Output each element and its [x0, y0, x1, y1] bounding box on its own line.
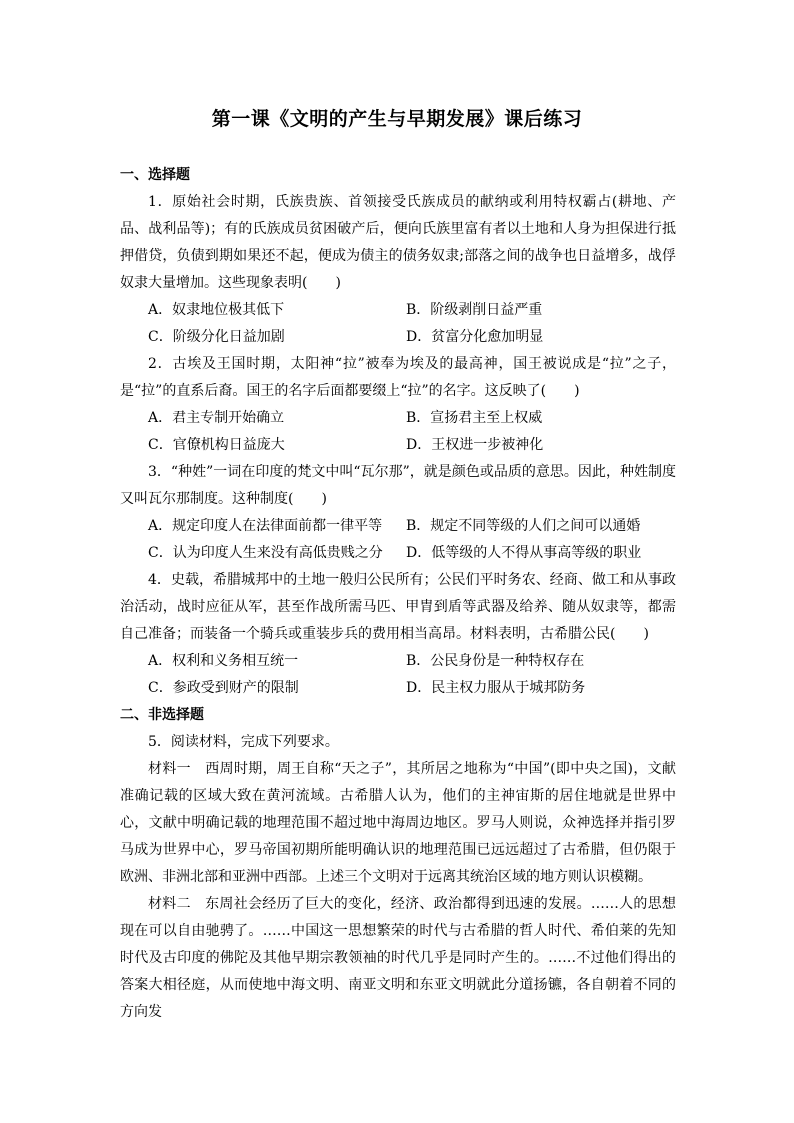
- question-4-options: [120, 648, 676, 702]
- material-2: 材料二 东周社会经历了巨大的变化，经济、政治都得到迅速的发展。……人的思想现在可以自由驰骋了。……中国这一思想繁荣的时代与古希腊的哲人时代、希伯莱的先知时代及古印度的佛陀及其他早期宗教领袖的时代几乎是同时产生的。……不过他们得出的答案大相径庭，从而使地中海文明、南亚文明和东亚文明就此分道扬镳，各自朝着不同的方向发: [120, 896, 676, 1020]
- option-d: D．王权进一步被神化: [406, 437, 544, 453]
- option-d: D．贫富分化愈加明显: [406, 329, 544, 345]
- section-heading-non-choice: 二、非选择题: [120, 707, 204, 723]
- option-b: B．规定不同等级的人们之间可以通婚: [406, 518, 641, 534]
- question-3-options: [120, 513, 676, 567]
- material-1: 材料一 西周时期，周王自称“天之子”，其所居之地称为“中国”(即中央之国)，文献准确记载的区域大致在黄河流域。古希腊人认为，他们的主神宙斯的居住地就是世界中心，文献中明确记载的地理范围不超过地中海周边地区。罗马人则说，众神选择并指引罗马成为世界中心，罗马帝国初期所能明确认识的地理范围已远远超过了古希腊，但仍限于欧洲、非洲北部和亚洲中西部。上述三个文明对于远离其统治区域的地方则认识模糊。: [120, 761, 676, 885]
- section-heading-choice: 一、选择题: [120, 167, 190, 183]
- option-d: D．低等级的人不得从事高等级的职业: [406, 545, 642, 561]
- option-a: A．君主专制开始确立: [148, 410, 285, 426]
- option-c: C．阶级分化日益加剧: [148, 329, 285, 345]
- question-5-stem: 5．阅读材料，完成下列要求。: [148, 734, 339, 750]
- question-2-stem: 2．古埃及王国时期，太阳神“拉”被奉为埃及的最高神，国王被说成是“拉”之子，是“拉”的直系后裔。国王的名字后面都要缀上“拉”的名字。这反映了( ): [120, 356, 676, 399]
- option-d: D．民主权力服从于城邦防务: [406, 680, 586, 696]
- option-a: A．规定印度人在法律面前都一律平等: [148, 518, 383, 534]
- question-2-options: [120, 405, 676, 459]
- question-3-stem: 3．“种姓”一词在印度的梵文中叫“瓦尔那”，就是颜色或品质的意思。因此，种姓制度又叫瓦尔那制度。这种制度( ): [120, 464, 676, 507]
- question-1-stem: 1．原始社会时期，氏族贵族、首领接受氏族成员的献纳或利用特权霸占(耕地、产品、战利品等)；有的氏族成员贫困破产后，便向氏族里富有者以土地和人身为担保进行抵押借贷，负债到期如果还不起，便成为债主的债务奴隶;部落之间的战争也日益增多，战俘奴隶大量增加。这些现象表明( ): [120, 194, 676, 291]
- document-body: [120, 162, 676, 1026]
- option-b: B．公民身份是一种特权存在: [406, 653, 585, 669]
- option-c: C．官僚机构日益庞大: [148, 437, 285, 453]
- option-b: B．宣扬君主至上权威: [406, 410, 543, 426]
- option-a: A．权利和义务相互统一: [148, 653, 299, 669]
- question-1-options: [120, 297, 676, 351]
- option-b: B．阶级剥削日益严重: [406, 302, 543, 318]
- option-c: C．参政受到财产的限制: [148, 680, 299, 696]
- page-title: 第一课《文明的产生与早期发展》课后练习: [211, 108, 583, 130]
- option-c: C．认为印度人生来没有高低贵贱之分: [148, 545, 383, 561]
- question-4-stem: 4．史载，希腊城邦中的土地一般归公民所有；公民们平时务农、经商、做工和从事政治活动，战时应征从军，甚至作战所需马匹、甲胄到盾等武器及给养、随从奴隶等，都需自己准备；而装备一个骑兵或重装步兵的费用相当高昂。材料表明，古希腊公民( ): [120, 572, 676, 642]
- option-a: A．奴隶地位极其低下: [148, 302, 285, 318]
